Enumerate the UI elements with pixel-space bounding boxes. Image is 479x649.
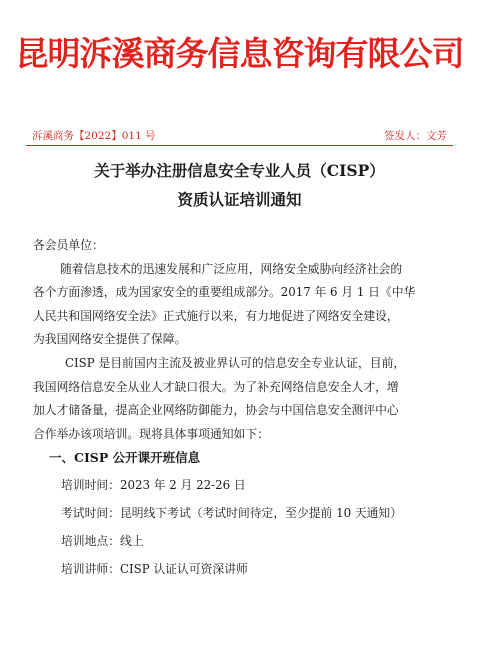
paragraph-line: 各个方面渗透，成为国家安全的重要组成部分。2017 年 6 月 1 日《中华 [33,285,416,300]
salutation: 各会员单位： [33,238,104,252]
company-letterhead: 昆明泝溪商务信息咨询有限公司 [15,34,464,73]
detail-item: 考试时间：昆明线下考试（考试时间待定，至少提前 10 天通知） [61,505,403,520]
paragraph-line: 人民共和国网络安全法》正式施行以来，有力地促进了网络安全建设， [33,308,399,323]
paragraph-line: 加人才储备量，提高企业网络防御能力，协会与中国信息安全测评中心 [33,403,399,418]
section-heading: 一、CISP 公开课开班信息 [49,450,201,466]
paragraph-line: CISP 是目前国内主流及被业界认可的信息安全专业认证，目前， [65,355,406,370]
paragraph-line: 为我国网络安全提供了保障。 [33,332,187,347]
detail-item: 培训时间：2023 年 2 月 22-26 日 [61,477,246,492]
header-divider [26,145,453,146]
title-line: 关于举办注册信息安全专业人员（CISP） [94,161,385,180]
paragraph-line: 合作举办该项培训。现将具体事项通知如下： [33,426,269,441]
document-number: 泝溪商务【2022】011 号 [32,130,156,142]
title-line: 资质认证培训通知 [177,190,302,209]
notice-body [33,234,448,582]
notice-title [0,156,479,214]
signer: 签发人：文芳 [384,130,447,142]
detail-item: 培训讲师：CISP 认证认可资深讲师 [61,561,248,576]
paragraph-line: 我国网络信息安全从业人才缺口很大。为了补充网络信息安全人才，增 [33,379,399,394]
detail-item: 培训地点：线上 [61,533,144,548]
paragraph-line: 随着信息技术的迅速发展和广泛应用，网络安全威胁向经济社会的 [60,261,403,276]
document-meta [32,128,447,143]
